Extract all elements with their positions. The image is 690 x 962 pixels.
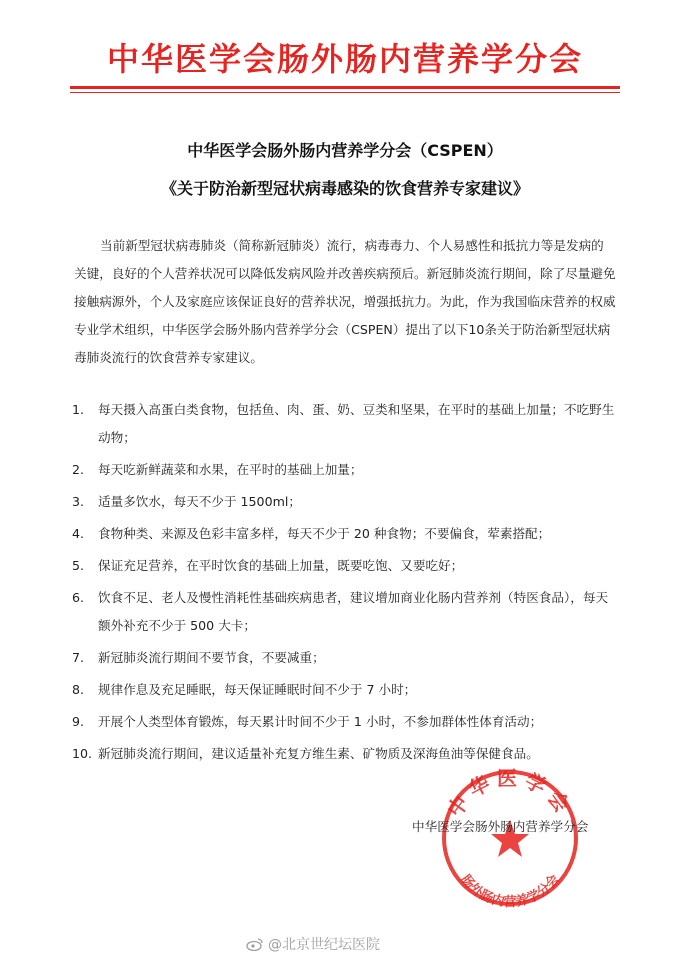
- list-item-text: 新冠肺炎流行期间，建议适量补充复方维生素、矿物质及深海鱼油等保健食品。: [98, 746, 539, 761]
- list-item-number: 6.: [72, 590, 85, 605]
- list-item-number: 3.: [72, 494, 85, 509]
- svg-text:中华医学会: [442, 766, 577, 821]
- official-seal-stamp: [430, 760, 590, 910]
- list-item: [72, 396, 620, 452]
- recommendation-list: [72, 396, 620, 772]
- list-item-text: 保证充足营养，在平时饮食的基础上加量，既要吃饱、又要吃好；: [98, 558, 464, 573]
- list-item-number: 5.: [72, 558, 85, 573]
- list-item-number: 2.: [72, 462, 85, 477]
- signature: 中华医学会肠外肠内营养学分会: [412, 819, 589, 834]
- list-item-number: 1.: [72, 402, 85, 417]
- watermark: [246, 934, 380, 954]
- list-item: [72, 456, 620, 484]
- seal-top-text: 中华医学会: [442, 766, 578, 822]
- letterhead-rule-thin: [70, 92, 620, 93]
- list-item: [72, 488, 620, 516]
- list-item: [72, 584, 620, 640]
- list-item-text: 每天摄入高蛋白类食物，包括鱼、肉、蛋、奶、豆类和坚果，在平时的基础上加量；不吃野生动物；: [98, 402, 615, 445]
- list-item-number: 7.: [72, 650, 85, 665]
- list-item: [72, 676, 620, 704]
- letterhead-rule-thick: [70, 86, 620, 89]
- list-item-text: 食物种类、来源及色彩丰富多样，每天不少于 20 种食物；不要偏食，荤素搭配；: [98, 526, 551, 541]
- list-item: [72, 552, 620, 580]
- document-heading-title: 《关于防治新型冠状病毒感染的饮食营养专家建议》: [160, 179, 529, 198]
- weibo-icon: [246, 937, 264, 951]
- list-item-text: 开展个人类型体育锻炼，每天累计时间不少于 1 小时，不参加群体性体育活动；: [98, 714, 543, 729]
- watermark-text: @北京世纪坛医院: [268, 937, 380, 953]
- list-item-text: 每天吃新鲜蔬菜和水果，在平时的基础上加量；: [98, 462, 363, 477]
- list-item-text: 新冠肺炎流行期间不要节食，不要减重；: [98, 650, 325, 665]
- intro-paragraph: 当前新型冠状病毒肺炎（简称新冠肺炎）流行，病毒毒力、个人易感性和抵抗力等是发病的关键，良好的个人营养状况可以降低发病风险并改善疾病预后。新冠肺炎流行期间，除了尽量避免接触病源外，个人及家庭应该保证良好的营养状况，增强抵抗力。为此，作为我国临床营养的权威专业学术组织，中华医学会肠外肠内营养学分会（CSPEN）提出了以下10条关于防治新型冠状病毒肺炎流行的饮食营养专家建议。: [74, 238, 616, 365]
- list-item-number: 10.: [72, 746, 93, 761]
- list-item-text: 适量多饮水，每天不少于 1500ml；: [98, 494, 301, 509]
- list-item-text: 规律作息及充足睡眠，每天保证睡眠时间不少于 7 小时；: [98, 682, 417, 697]
- letterhead-title: 中华医学会肠外肠内营养学分会: [106, 40, 583, 78]
- list-item-number: 9.: [72, 714, 85, 729]
- list-item: [72, 708, 620, 736]
- svg-text:肠外肠内营养学分会: [457, 872, 562, 910]
- list-item: [72, 520, 620, 548]
- document-heading-org: 中华医学会肠外肠内营养学分会（CSPEN）: [187, 141, 503, 160]
- list-item-text: 饮食不足、老人及慢性消耗性基础疾病患者，建议增加商业化肠内营养剂（特医食品），每天额外补充不少于 500 大卡；: [98, 590, 609, 633]
- list-item-number: 4.: [72, 526, 85, 541]
- list-item: [72, 644, 620, 672]
- list-item-number: 8.: [72, 682, 85, 697]
- seal-bottom-text: 肠外肠内营养学分会: [457, 872, 563, 910]
